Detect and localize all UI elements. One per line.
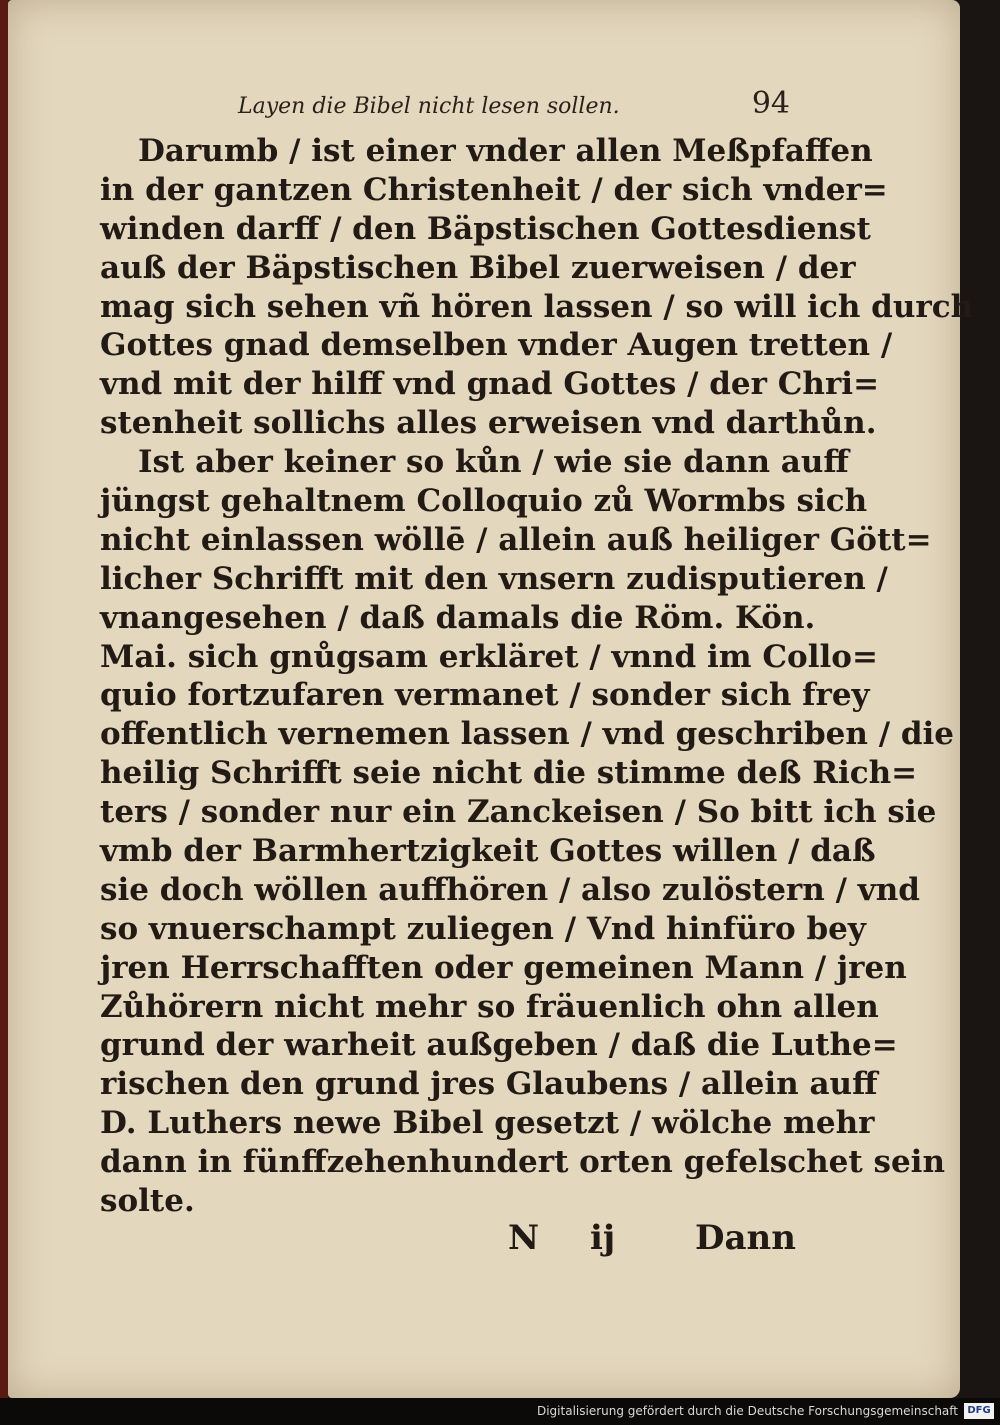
- text-line: ters / sonder nur ein Zanckeisen / So bitt ich sie: [100, 794, 937, 831]
- text-line: solte.: [100, 1183, 195, 1220]
- text-line: Gottes gnad demselben vnder Augen tretten /: [100, 327, 893, 364]
- text-line: grund der warheit außgeben / daß die Luthe=: [100, 1027, 898, 1064]
- footer-bar: [0, 1398, 1000, 1425]
- text-line: Ist aber keiner so kůn / wie sie dann auff: [138, 444, 849, 481]
- text-line: nicht einlassen wöllē / allein auß heiliger Gött=: [100, 521, 932, 558]
- text-line: winden darff / den Bäpstischen Gottesdienst: [100, 210, 871, 247]
- text-line: vnd mit der hilff vnd gnad Gottes / der Chri=: [100, 366, 880, 403]
- signature-mark: N: [508, 1218, 540, 1258]
- body-text: [100, 132, 974, 1221]
- signature-number: ij: [590, 1218, 616, 1258]
- text-line: in der gantzen Christenheit / der sich vnder=: [100, 171, 888, 208]
- text-line: Darumb / ist einer vnder allen Meßpfaffen: [138, 133, 873, 169]
- running-title: Layen die Bibel nicht lesen sollen.: [238, 94, 620, 119]
- text-line: Mai. sich gnůgsam erkläret / vnnd im Collo=: [100, 638, 878, 675]
- text-line: auß der Bäpstischen Bibel zuerweisen / der: [100, 249, 856, 286]
- text-line: licher Schrifft mit den vnsern zudisputieren /: [100, 560, 888, 597]
- text-line: sie doch wöllen auffhören / also zulöstern / vnd: [100, 871, 920, 908]
- page-number: 94: [751, 86, 790, 121]
- signature-row: [508, 1218, 808, 1268]
- funding-credit: Digitalisierung gefördert durch die Deutsche Forschungsgemeinschaft: [536, 1404, 958, 1418]
- text-line: Zůhörern nicht mehr so fräuenlich ohn allen: [100, 988, 879, 1025]
- text-line: so vnuerschampt zuliegen / Vnd hinfüro bey: [100, 910, 866, 947]
- book-page: [8, 0, 974, 1398]
- book-binding-edge: [0, 0, 8, 1425]
- text-line: mag sich sehen vñ hören lassen / so will ich durch: [100, 288, 974, 325]
- text-line: quio fortzufaren vermanet / sonder sich frey: [100, 677, 870, 714]
- text-line: heilig Schrifft seie nicht die stimme deß Rich=: [100, 755, 918, 792]
- text-line: offentlich vernemen lassen / vnd geschriben / die: [100, 716, 954, 753]
- text-line: jren Herrschafften oder gemeinen Mann / jren: [100, 949, 907, 986]
- catchword: Dann: [695, 1218, 796, 1258]
- text-line: jüngst gehaltnem Colloquio zů Wormbs sich: [100, 483, 868, 520]
- text-line: vmb der Barmhertzigkeit Gottes willen / daß: [100, 833, 876, 870]
- text-line: dann in fünffzehenhundert orten gefelschet sein: [100, 1144, 945, 1181]
- dfg-logo-icon: DFG: [964, 1403, 994, 1419]
- text-line: D. Luthers newe Bibel gesetzt / wölche mehr: [100, 1105, 875, 1142]
- text-line: vnangesehen / daß damals die Röm. Kön.: [100, 599, 816, 636]
- text-line: rischen den grund jres Glaubens / allein auff: [100, 1066, 878, 1103]
- page-header: [238, 86, 798, 126]
- text-line: stenheit sollichs alles erweisen vnd darthůn.: [100, 405, 877, 442]
